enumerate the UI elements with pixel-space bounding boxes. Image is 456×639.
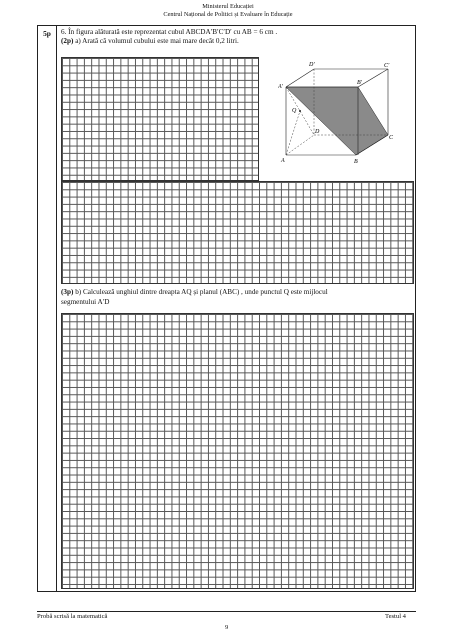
part-a-text: a) Arată că volumul cubului este mai mare decât 0,2 litri. bbox=[75, 37, 239, 45]
footer-test: Testul 4 bbox=[385, 613, 406, 620]
header-center: Centrul Național de Politici și Evaluare în Educație bbox=[163, 11, 293, 18]
footer-exam: Probă scrisă la matematică bbox=[37, 613, 108, 620]
label-d: D bbox=[315, 129, 320, 135]
footer-divider bbox=[37, 611, 416, 612]
label-q: Q bbox=[292, 108, 297, 114]
label-a-prime: A′ bbox=[278, 84, 283, 90]
page-number: 9 bbox=[225, 624, 229, 631]
label-b-prime: B′ bbox=[357, 80, 362, 86]
part-b-text: b) Calculează unghiul dintre dreapta AQ și planul (ABC) , unde punctul Q este mijlocul bbox=[75, 288, 328, 296]
problem-points: 5p bbox=[43, 29, 51, 38]
answer-grid-b[interactable] bbox=[61, 313, 414, 589]
answer-grid-a-left[interactable] bbox=[61, 57, 259, 181]
part-a bbox=[61, 37, 239, 46]
part-a-points: (2p) bbox=[61, 37, 74, 45]
label-a: A bbox=[281, 158, 285, 164]
problem-statement: 6. În figura alăturată este reprezentat cubul ABCDA′B′C′D′ cu AB = 6 cm . bbox=[61, 28, 278, 36]
label-d-prime: D′ bbox=[309, 62, 315, 68]
label-c: C bbox=[389, 135, 394, 141]
part-b bbox=[61, 288, 328, 297]
answer-grid-a[interactable] bbox=[61, 181, 414, 284]
points-column bbox=[37, 25, 57, 592]
part-b-points: (3p) bbox=[61, 288, 74, 296]
label-c-prime: C′ bbox=[384, 63, 390, 69]
label-b: B bbox=[354, 159, 358, 165]
part-b-line2: segmentului A′D bbox=[61, 298, 110, 306]
header-ministry: Ministerul Educației bbox=[202, 3, 254, 10]
cube-figure bbox=[278, 57, 398, 171]
